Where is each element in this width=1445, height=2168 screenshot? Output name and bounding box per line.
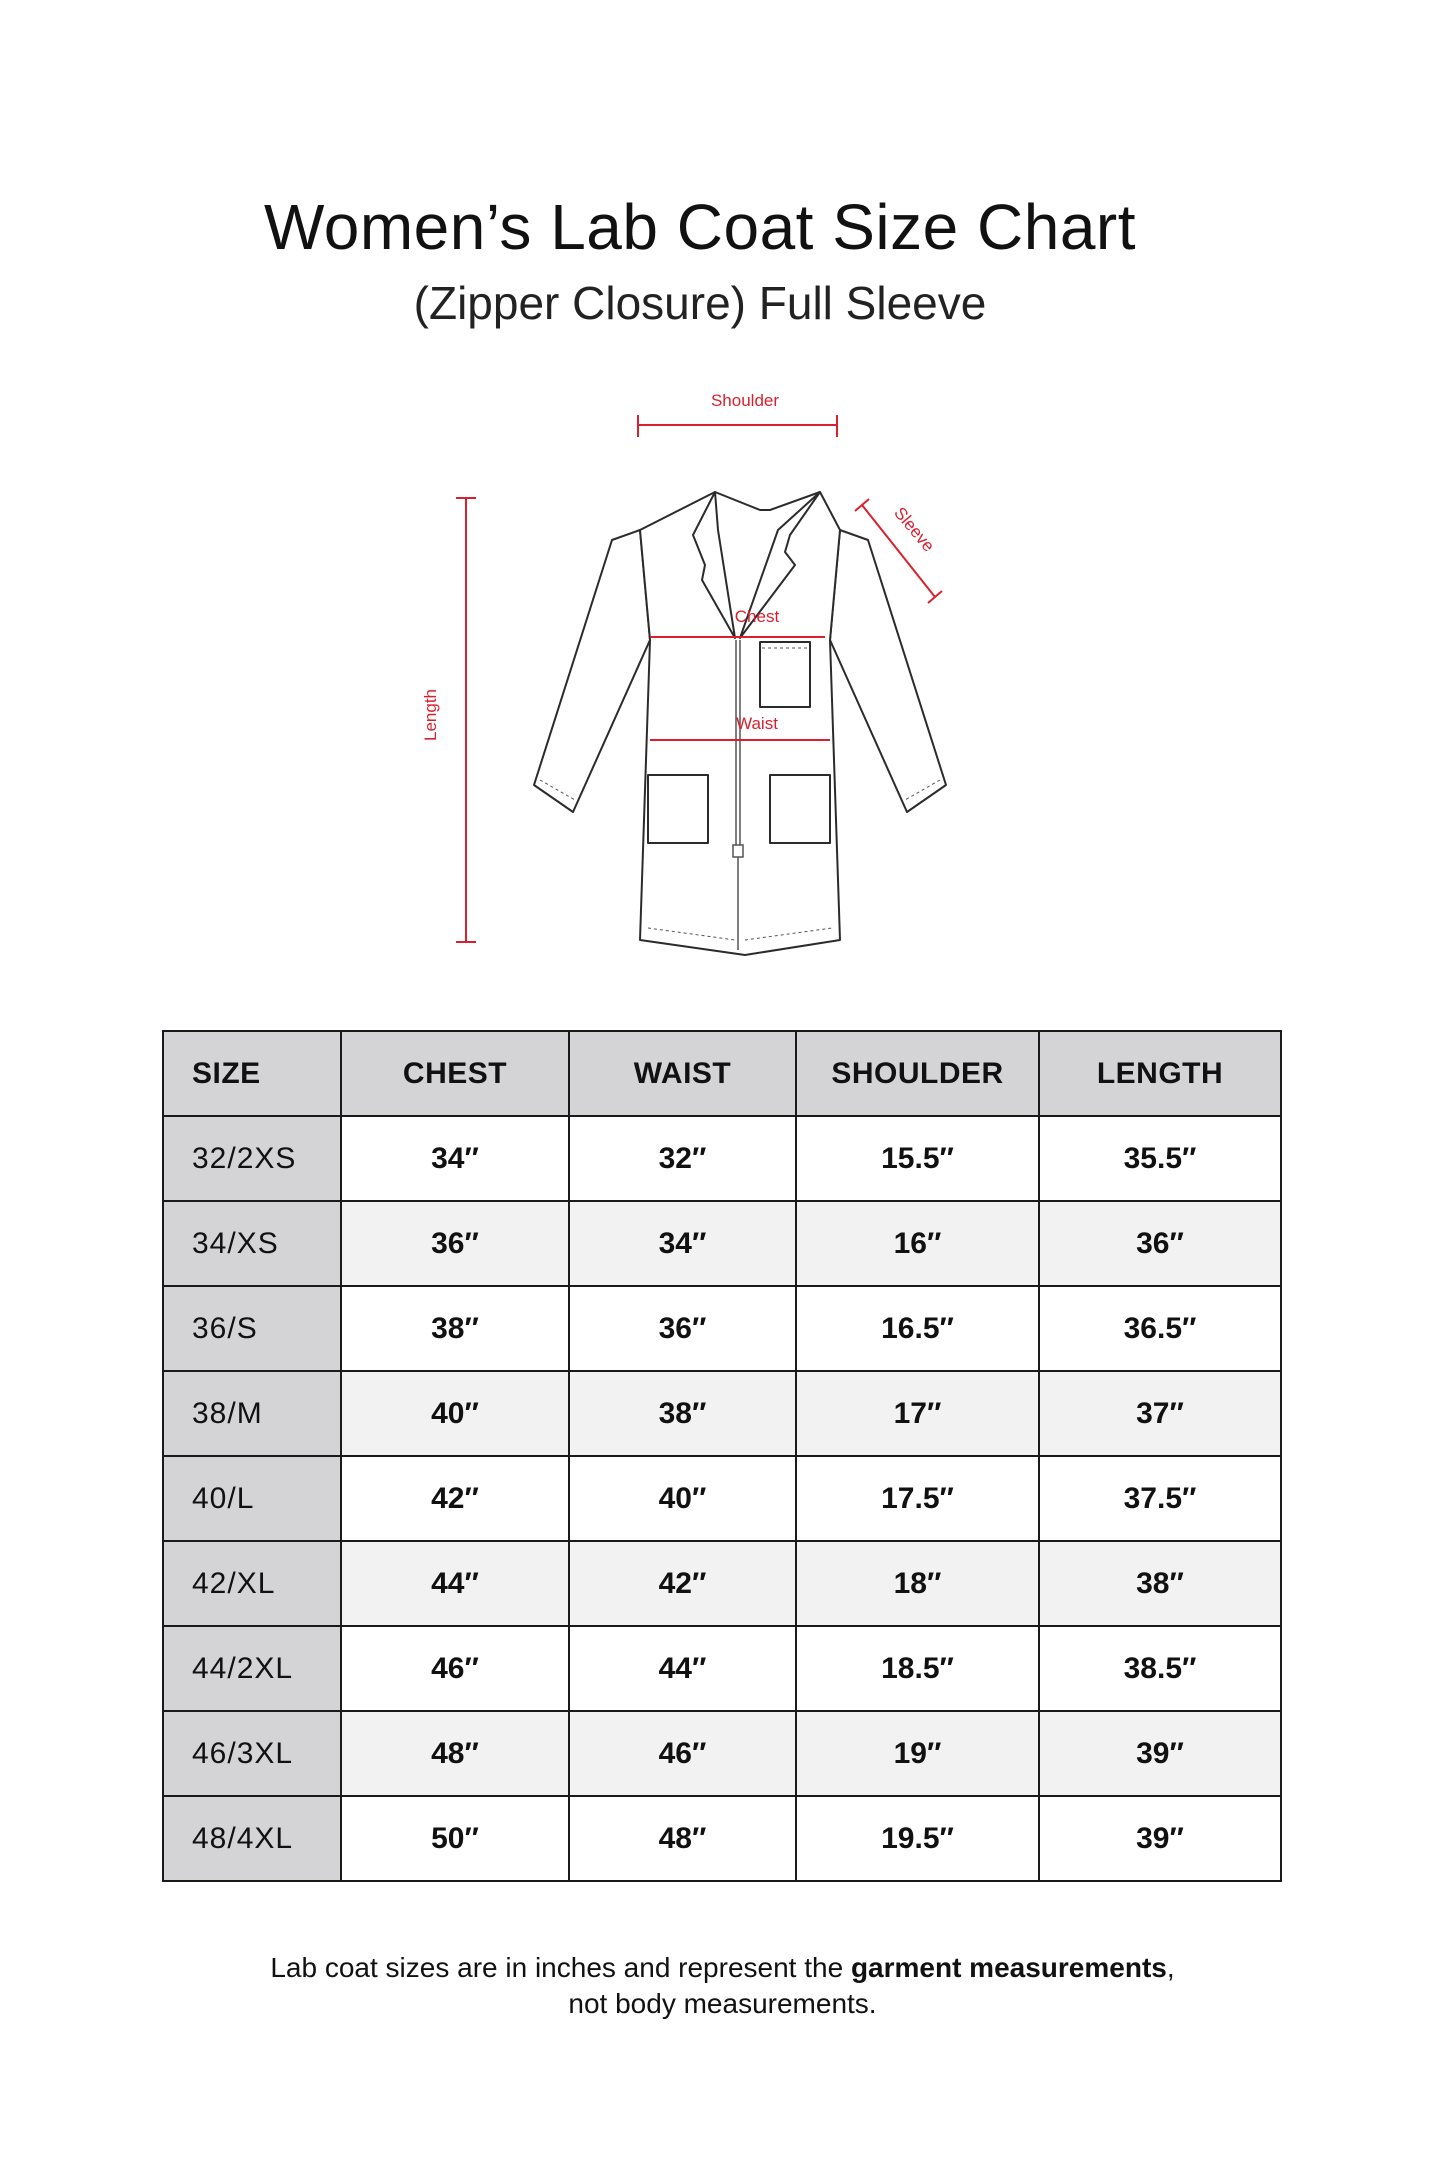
length-cell: 39″ — [1039, 1711, 1281, 1796]
waist-cell: 32″ — [569, 1116, 796, 1201]
chest-cell: 44″ — [341, 1541, 569, 1626]
sleeve-label: Sleeve — [890, 503, 939, 556]
table-row — [163, 1116, 1281, 1201]
waist-cell: 36″ — [569, 1286, 796, 1371]
shoulder-cell: 17.5″ — [796, 1456, 1039, 1541]
shoulder-cell: 19″ — [796, 1711, 1039, 1796]
shoulder-cell: 19.5″ — [796, 1796, 1039, 1881]
left-sleeve — [534, 530, 650, 812]
table-row — [163, 1201, 1281, 1286]
waist-cell: 40″ — [569, 1456, 796, 1541]
length-cell: 36″ — [1039, 1201, 1281, 1286]
waist-cell: 38″ — [569, 1371, 796, 1456]
table-row — [163, 1286, 1281, 1371]
chest-cell: 50″ — [341, 1796, 569, 1881]
shoulder-cell: 16″ — [796, 1201, 1039, 1286]
lab-coat-diagram — [380, 380, 1000, 960]
table-row — [163, 1371, 1281, 1456]
length-cell: 37″ — [1039, 1371, 1281, 1456]
table-row — [163, 1796, 1281, 1881]
table-row — [163, 1456, 1281, 1541]
table-header-row — [163, 1031, 1281, 1116]
waist-cell: 48″ — [569, 1796, 796, 1881]
shoulder-cell: 16.5″ — [796, 1286, 1039, 1371]
header-length: LENGTH — [1039, 1031, 1281, 1116]
size-cell: 36/S — [163, 1286, 341, 1371]
chest-pocket — [760, 642, 810, 707]
footnote-bold: garment measurements — [850, 1952, 1167, 1983]
footnote — [0, 1950, 1445, 2022]
waist-cell: 44″ — [569, 1626, 796, 1711]
length-label: Length — [421, 689, 440, 741]
shoulder-cell: 15.5″ — [796, 1116, 1039, 1201]
shoulder-label: Shoulder — [710, 391, 780, 410]
chest-cell: 40″ — [341, 1371, 569, 1456]
chest-cell: 38″ — [341, 1286, 569, 1371]
size-cell: 32/2XS — [163, 1116, 341, 1201]
size-cell: 38/M — [163, 1371, 341, 1456]
left-pocket — [648, 775, 708, 843]
chest-cell: 34″ — [341, 1116, 569, 1201]
waist-cell: 34″ — [569, 1201, 796, 1286]
shoulder-cell: 18″ — [796, 1541, 1039, 1626]
length-cell: 37.5″ — [1039, 1456, 1281, 1541]
page-subtitle: (Zipper Closure) Full Sleeve — [413, 277, 987, 329]
table-row — [163, 1711, 1281, 1796]
header-size: SIZE — [163, 1031, 341, 1116]
chest-cell: 42″ — [341, 1456, 569, 1541]
waist-cell: 42″ — [569, 1541, 796, 1626]
header-shoulder: SHOULDER — [796, 1031, 1039, 1116]
footnote-line-2: not body measurements. — [568, 1988, 877, 2019]
length-cell: 39″ — [1039, 1796, 1281, 1881]
table-row — [163, 1541, 1281, 1626]
right-pocket — [770, 775, 830, 843]
header-chest: CHEST — [341, 1031, 569, 1116]
waist-label: Waist — [736, 714, 778, 733]
size-cell: 34/XS — [163, 1201, 341, 1286]
length-cell: 38.5″ — [1039, 1626, 1281, 1711]
size-cell: 46/3XL — [163, 1711, 341, 1796]
table-row — [163, 1626, 1281, 1711]
shoulder-cell: 18.5″ — [796, 1626, 1039, 1711]
length-cell: 38″ — [1039, 1541, 1281, 1626]
footnote-line-1 — [0, 1950, 1445, 1986]
page-title: Women’s Lab Coat Size Chart — [264, 191, 1136, 263]
footnote-suffix: , — [1166, 1952, 1175, 1983]
chest-cell: 48″ — [341, 1711, 569, 1796]
size-cell: 48/4XL — [163, 1796, 341, 1881]
chest-label: Chest — [734, 607, 780, 626]
footnote-prefix: Lab coat sizes are in inches and represent the — [270, 1952, 851, 1983]
size-cell: 40/L — [163, 1456, 341, 1541]
length-cell: 35.5″ — [1039, 1116, 1281, 1201]
length-cell: 36.5″ — [1039, 1286, 1281, 1371]
shoulder-cell: 17″ — [796, 1371, 1039, 1456]
chest-cell: 46″ — [341, 1626, 569, 1711]
size-cell: 42/XL — [163, 1541, 341, 1626]
size-cell: 44/2XL — [163, 1626, 341, 1711]
chest-cell: 36″ — [341, 1201, 569, 1286]
right-sleeve — [830, 530, 946, 812]
header-waist: WAIST — [569, 1031, 796, 1116]
size-table — [162, 1030, 1282, 1882]
waist-cell: 46″ — [569, 1711, 796, 1796]
